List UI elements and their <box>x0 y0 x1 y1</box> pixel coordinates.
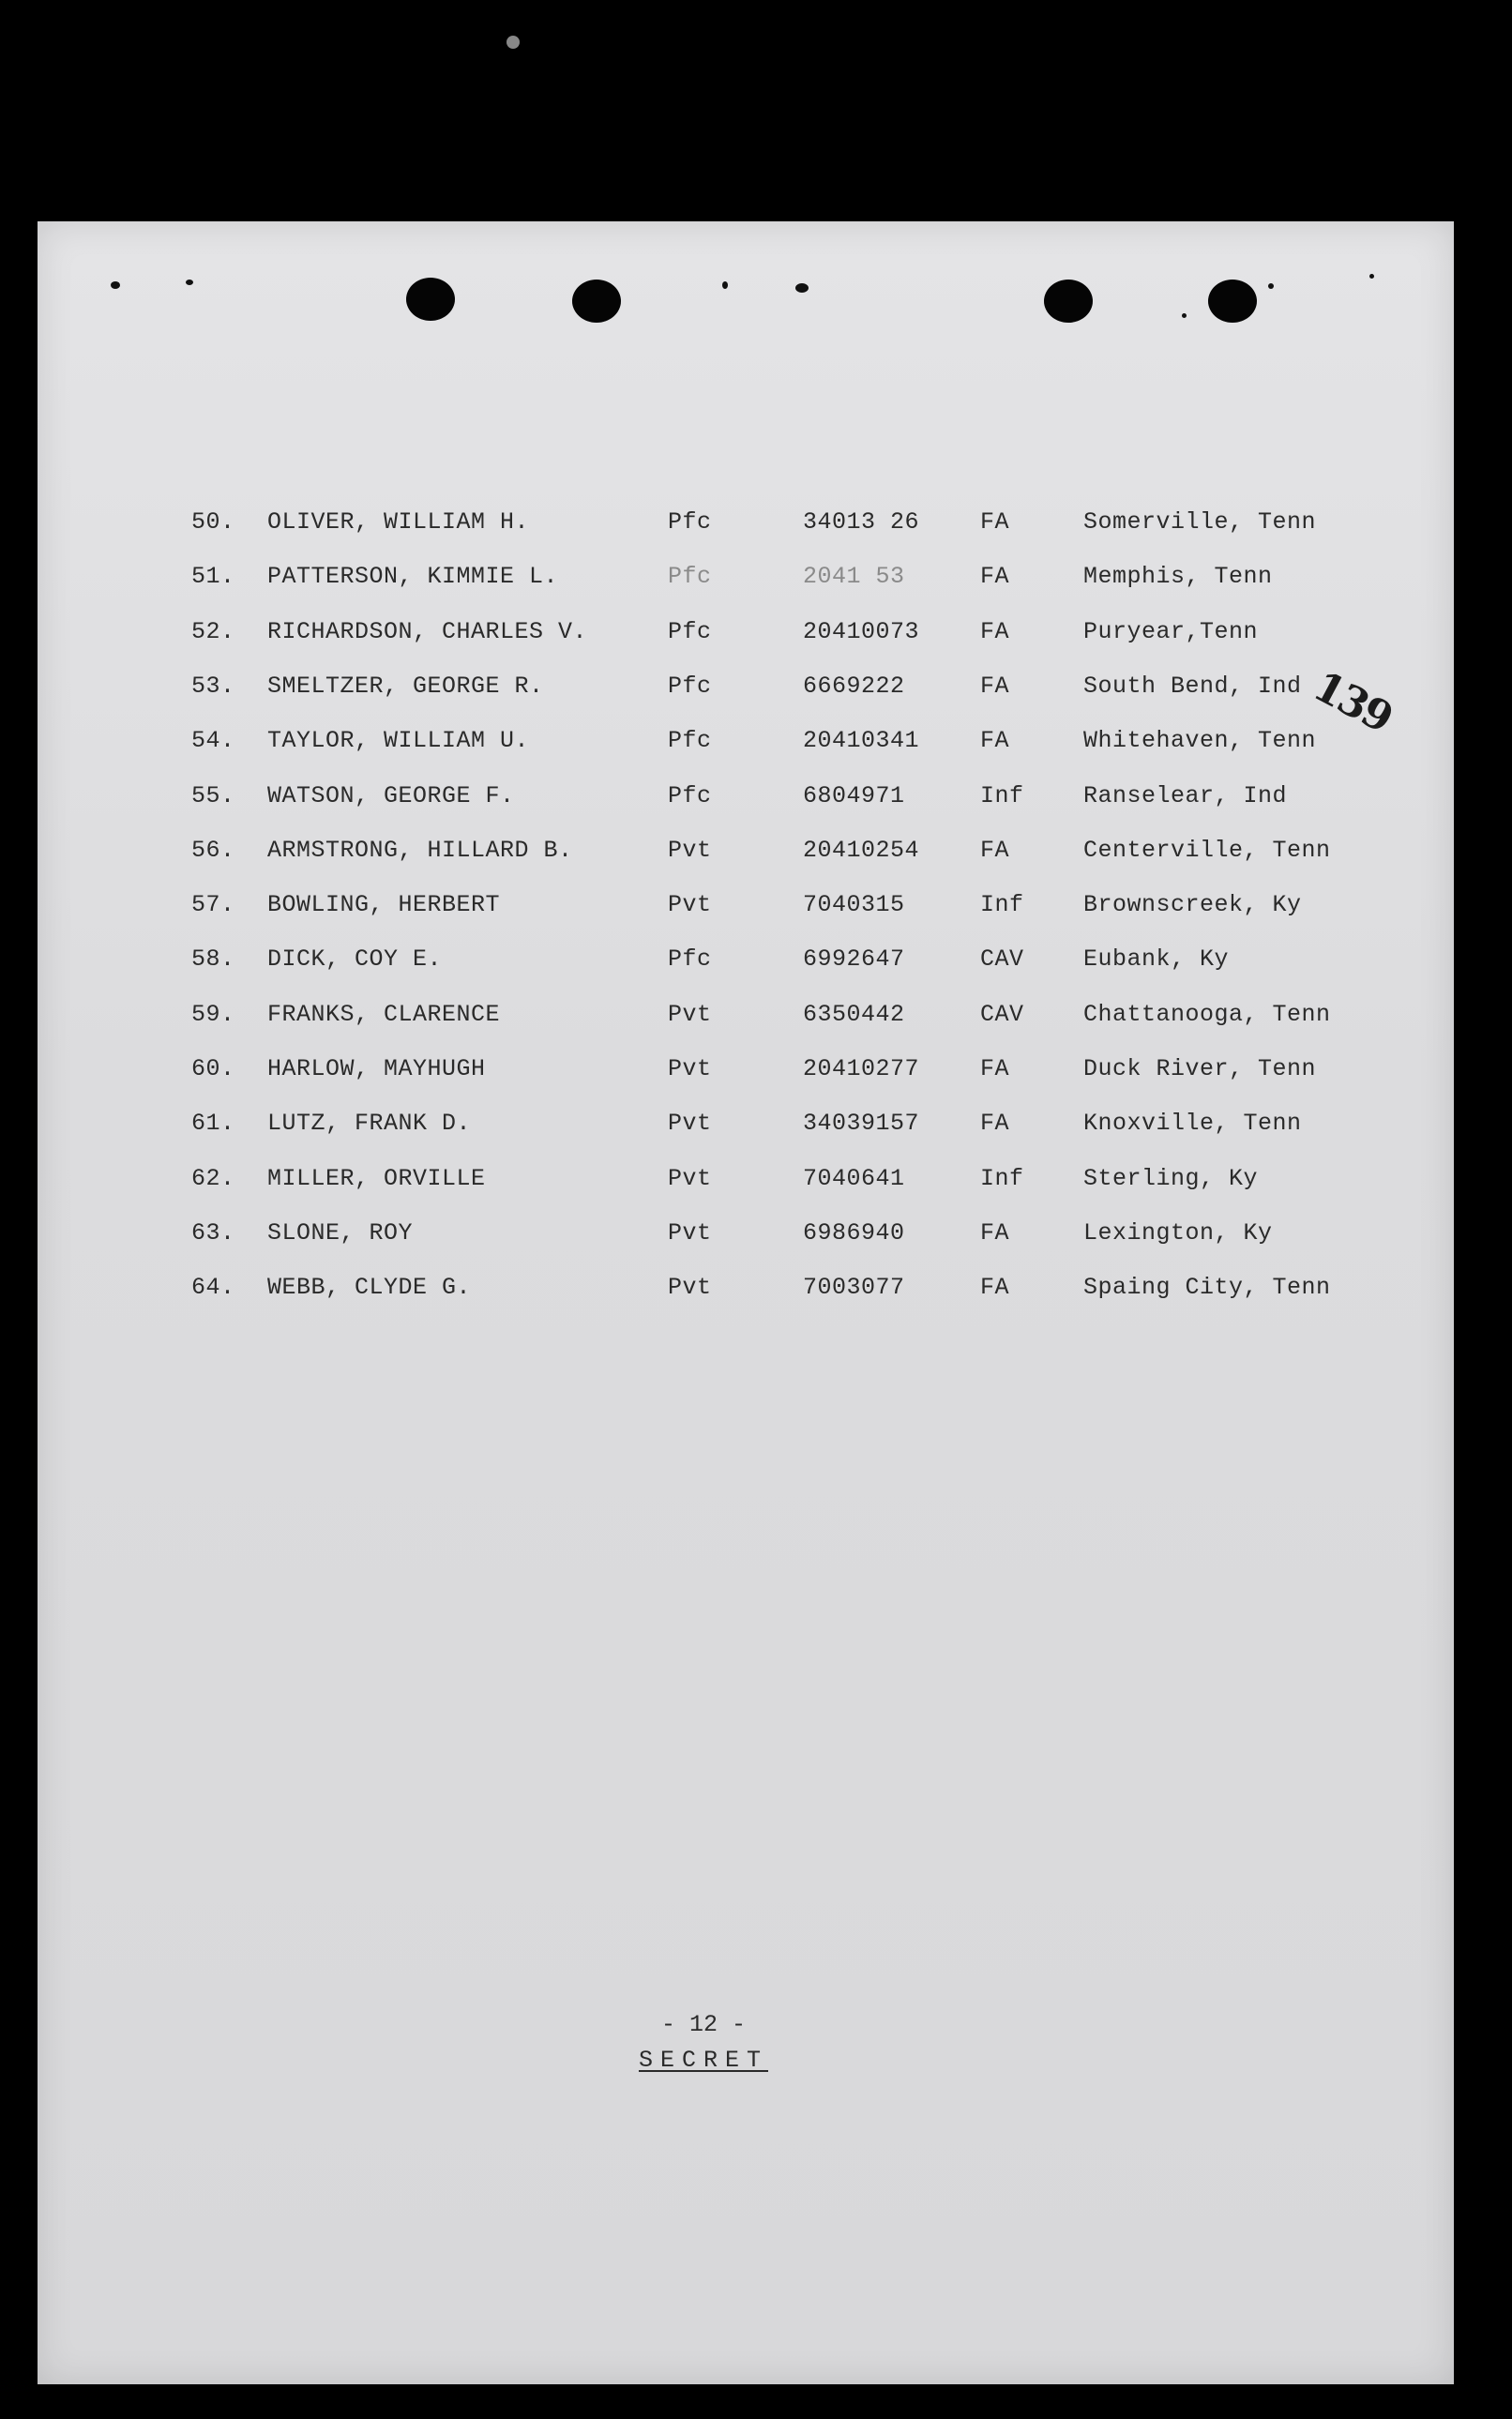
serial-number: 7040641 <box>803 1164 905 1192</box>
hometown: Memphis, Tenn <box>1083 563 1273 591</box>
rank: Pvt <box>668 1218 712 1247</box>
branch: FA <box>980 617 1010 645</box>
row-number: 60. <box>191 1055 235 1082</box>
soldier-name: LUTZ, FRANK D. <box>267 1110 472 1138</box>
table-row <box>38 837 1454 874</box>
soldier-name: ARMSTRONG, HILLARD B. <box>267 836 573 864</box>
serial-number: 7003077 <box>803 1274 905 1302</box>
hometown: Brownscreek, Ky <box>1083 891 1302 919</box>
soldier-name: OLIVER, WILLIAM H. <box>267 508 530 536</box>
branch: FA <box>980 1110 1010 1138</box>
soldier-name: HARLOW, MAYHUGH <box>267 1055 486 1082</box>
row-number: 63. <box>191 1218 235 1247</box>
hometown: Knoxville, Tenn <box>1083 1110 1302 1138</box>
hometown: Eubank, Ky <box>1083 945 1230 974</box>
hometown: Ranselear, Ind <box>1083 781 1288 809</box>
rank: Pfc <box>668 945 712 974</box>
branch: FA <box>980 1274 1010 1302</box>
branch: CAV <box>980 1000 1024 1028</box>
row-number: 53. <box>191 672 235 700</box>
table-row <box>38 891 1454 929</box>
row-number: 64. <box>191 1274 235 1302</box>
serial-number: 6992647 <box>803 945 905 974</box>
rank: Pvt <box>668 1000 712 1028</box>
serial-number: 20410073 <box>803 617 920 645</box>
serial-number: 7040315 <box>803 891 905 919</box>
serial-number: 6350442 <box>803 1000 905 1028</box>
hometown: Chattanooga, Tenn <box>1083 1000 1331 1028</box>
table-row <box>38 1274 1454 1311</box>
branch: FA <box>980 508 1010 536</box>
soldier-name: SMELTZER, GEORGE R. <box>267 672 544 700</box>
row-number: 57. <box>191 891 235 919</box>
soldier-name: FRANKS, CLARENCE <box>267 1000 501 1028</box>
soldier-name: WEBB, CLYDE G. <box>267 1274 472 1302</box>
table-row <box>38 1219 1454 1257</box>
rank: Pvt <box>668 836 712 864</box>
hometown: Whitehaven, Tenn <box>1083 727 1317 755</box>
branch: Inf <box>980 891 1024 919</box>
hometown: Sterling, Ky <box>1083 1164 1259 1192</box>
row-number: 51. <box>191 563 235 591</box>
table-row <box>38 508 1454 546</box>
table-row <box>38 782 1454 820</box>
serial-number: 20410277 <box>803 1055 920 1082</box>
rank: Pfc <box>668 563 712 591</box>
scan-dust-mark <box>507 36 520 49</box>
hometown: Spaing City, Tenn <box>1083 1274 1331 1302</box>
hometown: Lexington, Ky <box>1083 1218 1273 1247</box>
row-number: 58. <box>191 945 235 974</box>
table-row <box>38 727 1454 764</box>
rank: Pvt <box>668 1164 712 1192</box>
table-row <box>38 1001 1454 1038</box>
serial-number: 6669222 <box>803 672 905 700</box>
rank: Pvt <box>668 891 712 919</box>
rank: Pfc <box>668 781 712 809</box>
table-row <box>38 1110 1454 1147</box>
branch: Inf <box>980 781 1024 809</box>
branch: FA <box>980 836 1010 864</box>
classification-marking: SECRET <box>638 2047 768 2074</box>
table-row <box>38 563 1454 600</box>
document-page <box>38 221 1454 2384</box>
branch: FA <box>980 727 1010 755</box>
roster-table <box>38 221 1454 1347</box>
soldier-name: RICHARDSON, CHARLES V. <box>267 617 588 645</box>
rank: Pfc <box>668 617 712 645</box>
handwritten-page-number: 139 <box>1306 662 1399 743</box>
rank: Pfc <box>668 508 712 536</box>
branch: FA <box>980 1218 1010 1247</box>
serial-number: 20410254 <box>803 836 920 864</box>
rank: Pvt <box>668 1110 712 1138</box>
row-number: 61. <box>191 1110 235 1138</box>
rank: Pfc <box>668 672 712 700</box>
branch: FA <box>980 1055 1010 1082</box>
soldier-name: BOWLING, HERBERT <box>267 891 501 919</box>
hometown: Puryear,Tenn <box>1083 617 1259 645</box>
branch: Inf <box>980 1164 1024 1192</box>
soldier-name: WATSON, GEORGE F. <box>267 781 515 809</box>
row-number: 52. <box>191 617 235 645</box>
row-number: 55. <box>191 781 235 809</box>
table-row <box>38 945 1454 983</box>
row-number: 54. <box>191 727 235 755</box>
soldier-name: MILLER, ORVILLE <box>267 1164 486 1192</box>
row-number: 59. <box>191 1000 235 1028</box>
soldier-name: TAYLOR, WILLIAM U. <box>267 727 530 755</box>
row-number: 62. <box>191 1164 235 1192</box>
soldier-name: PATTERSON, KIMMIE L. <box>267 563 559 591</box>
soldier-name: DICK, COY E. <box>267 945 443 974</box>
hometown: South Bend, Ind <box>1083 672 1302 700</box>
branch: FA <box>980 563 1010 591</box>
serial-number: 34039157 <box>803 1110 920 1138</box>
serial-number: 6986940 <box>803 1218 905 1247</box>
serial-number: 2041 53 <box>803 563 905 591</box>
table-row <box>38 673 1454 710</box>
rank: Pvt <box>668 1274 712 1302</box>
serial-number: 34013 26 <box>803 508 920 536</box>
row-number: 50. <box>191 508 235 536</box>
hometown: Duck River, Tenn <box>1083 1055 1317 1082</box>
branch: CAV <box>980 945 1024 974</box>
page-number: - 12 - <box>660 2011 746 2038</box>
serial-number: 6804971 <box>803 781 905 809</box>
row-number: 56. <box>191 836 235 864</box>
table-row <box>38 1165 1454 1202</box>
rank: Pvt <box>668 1055 712 1082</box>
soldier-name: SLONE, ROY <box>267 1218 414 1247</box>
serial-number: 20410341 <box>803 727 920 755</box>
rank: Pfc <box>668 727 712 755</box>
hometown: Somerville, Tenn <box>1083 508 1317 536</box>
hometown: Centerville, Tenn <box>1083 836 1331 864</box>
table-row <box>38 1055 1454 1093</box>
branch: FA <box>980 672 1010 700</box>
table-row <box>38 618 1454 656</box>
